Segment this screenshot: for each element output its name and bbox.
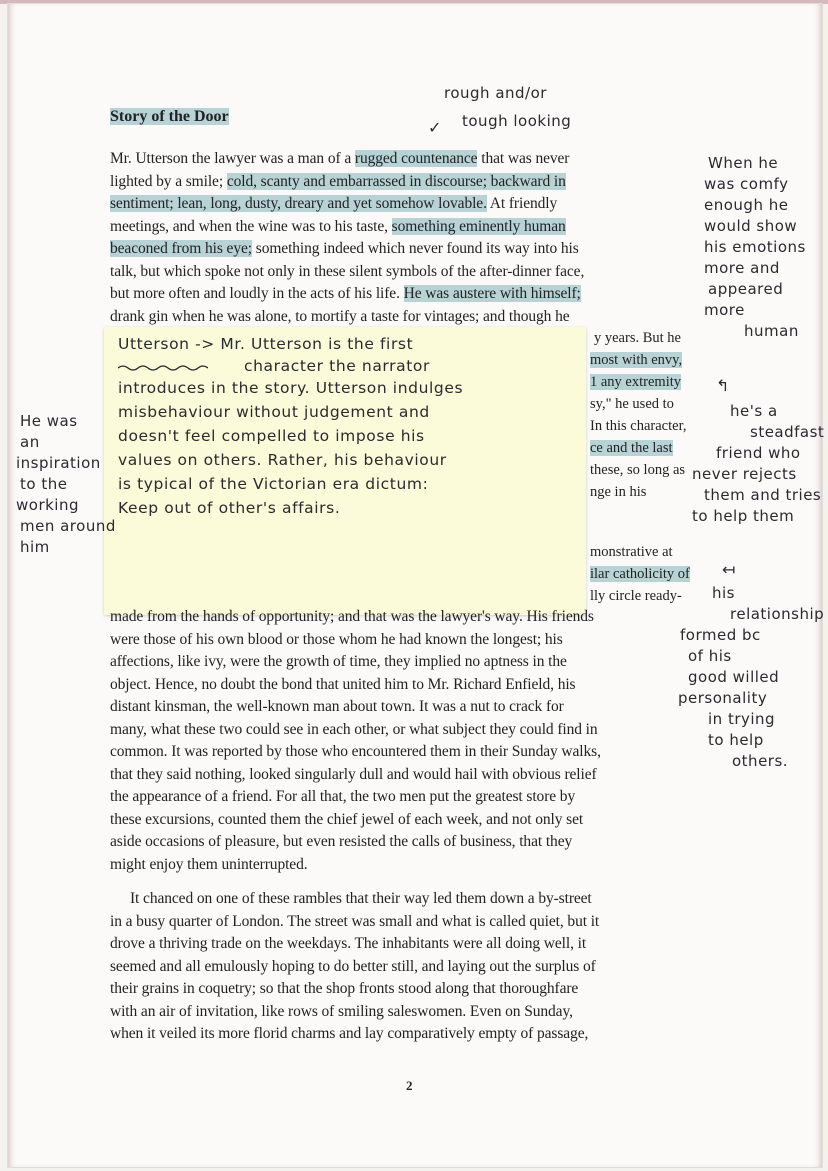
text-run: lighted by a smile; (110, 172, 227, 190)
text-fragment: In this character, (590, 418, 687, 434)
text-line: that they said nothing, looked singularly dull and would hail with obvious relief (110, 765, 597, 783)
text-line: object. Hence, no doubt the bond that united him to Mr. Richard Enfield, his (110, 675, 576, 693)
handwritten-annotation: him (20, 538, 50, 556)
text-line (110, 308, 570, 326)
handwritten-annotation: to the (20, 475, 68, 493)
handwritten-annotation: his emotions (704, 238, 806, 256)
highlighted-text: sentiment; lean, long, dusty, dreary and yet somehow lovable. (110, 195, 487, 212)
note-line: Keep out of other's affairs. (118, 499, 341, 517)
annotation-top-line: tough looking (462, 112, 572, 130)
note-line: introduces in the story. Utterson indulges (118, 379, 464, 397)
handwritten-annotation: in trying (708, 710, 776, 728)
handwritten-annotation: formed bc (680, 626, 761, 644)
handwritten-annotation: personality (678, 689, 768, 707)
handwritten-annotation: steadfast (750, 423, 825, 441)
text-line: many, what these two could see in each other, or what subject they could find in (110, 720, 598, 738)
text-run: At friendly (486, 195, 558, 212)
text-fragment: ilar catholicity of (590, 566, 690, 582)
text-fragment: 1 any extremity (590, 374, 682, 390)
text-line: were those of his own blood or those whom he had known the longest; his (110, 630, 563, 648)
text-run: talk, but which spoke not only in these silent symbols of the after-dinner face, (110, 262, 585, 280)
handwritten-annotation: an (20, 433, 40, 451)
handwritten-annotation: working (16, 496, 79, 514)
text-line: when it veiled its more florid charms and lay comparatively empty of passage, (110, 1025, 589, 1042)
text-fragment: lly circle ready- (590, 588, 682, 604)
handwritten-annotation: his (712, 584, 735, 602)
note-line: doesn't feel compelled to impose his (118, 427, 425, 445)
text-run: that was never (477, 150, 570, 167)
text-line (110, 240, 579, 258)
highlighted-text: cold, scanty and embarrassed in discourse; backward in (226, 172, 566, 190)
text-line (110, 285, 581, 303)
handwritten-annotation: He was (20, 412, 78, 430)
handwritten-annotation: of his (688, 647, 732, 665)
handwritten-annotation: would show (704, 217, 798, 235)
left-arrow-icon: ↤ (722, 560, 736, 579)
section-heading: Story of the Door (110, 108, 229, 125)
highlighted-text: rugged countenance (354, 150, 478, 167)
text-fragment: sy," he used to (590, 396, 674, 412)
text-run: Mr. Utterson the lawyer was a man of a (110, 150, 355, 167)
text-fragment: y years. But he (594, 330, 681, 346)
text-line: their grains in coquetry; so that the shop fronts stood along that thoroughfare (110, 980, 579, 997)
check-arrow-icon: ✓ (428, 118, 442, 137)
handwritten-annotation: friend who (716, 444, 801, 462)
text-run: drank gin when he was alone, to mortify a taste for vintages; and though he (110, 307, 570, 325)
text-line: these excursions, counted them the chief jewel of each week, and not only set (110, 810, 584, 828)
handwritten-annotation: relationship (730, 605, 825, 623)
annotation-top-line: rough and/or (444, 84, 547, 102)
text-line (110, 173, 566, 191)
handwritten-annotation: more and (704, 259, 780, 277)
text-fragment: nge in his (590, 484, 647, 500)
handwritten-annotation: to help (708, 731, 764, 749)
text-line: It chanced on one of these rambles that their way led them down a by-street (130, 890, 592, 907)
text-fragment: most with envy, (590, 352, 683, 368)
handwritten-annotation: human (744, 322, 799, 340)
text-run: something indeed which never found its way into his (251, 240, 579, 257)
text-line: drove a thriving trade on the weekdays. The inhabitants were all doing well, it (110, 935, 587, 952)
handwritten-annotation: When he (708, 154, 779, 172)
underline-squiggle (118, 364, 208, 372)
text-fragment: monstrative at (590, 544, 673, 560)
note-line: misbehaviour without judgement and (118, 403, 430, 421)
text-line: might enjoy them uninterrupted. (110, 855, 308, 873)
note-line: character the narrator (244, 357, 430, 375)
text-line: seemed and all emulously hoping to do better still, and laying out the surplus of (110, 957, 596, 975)
handwritten-annotation: them and tries (704, 486, 822, 504)
text-run: meetings, and when the wine was to his taste, (110, 217, 392, 235)
handwritten-annotation: never rejects (692, 465, 797, 483)
handwritten-annotation: inspiration (16, 454, 101, 472)
handwritten-annotation: to help them (692, 507, 795, 525)
highlighted-text: something eminently human (391, 217, 566, 235)
handwritten-annotation: men around (20, 517, 116, 535)
curved-arrow-icon: ↰ (716, 376, 730, 395)
text-line (110, 263, 584, 281)
text-fragment: these, so long as (590, 462, 686, 478)
text-line: aside occasions of pleasure, but even resisted the calls of business, that they (110, 833, 573, 850)
handwritten-annotation: enough he (704, 196, 789, 214)
handwritten-annotation: he's a (730, 402, 778, 420)
text-run: but more often and loudly in the acts of his life. (110, 285, 404, 302)
text-line: made from the hands of opportunity; and that was the lawyer's way. His friends (110, 608, 594, 625)
text-line (110, 150, 569, 168)
text-line: distant kinsman, the well-known man about town. It was a nut to crack for (110, 698, 564, 715)
text-line: with an air of invitation, like rows of smiling saleswomen. Even on Sunday, (110, 1002, 573, 1020)
page-number: 2 (406, 1078, 413, 1093)
text-line: common. It was reported by those who encountered them in their Sunday walks, (110, 743, 601, 760)
handwritten-annotation: appeared (708, 280, 784, 298)
text-line: affections, like ivy, were the growth of time, they implied no aptness in the (110, 653, 567, 670)
handwritten-annotation: more (704, 301, 745, 319)
handwritten-annotation: was comfy (704, 175, 789, 193)
handwritten-annotation: good willed (688, 668, 780, 686)
handwritten-annotation: others. (732, 752, 789, 770)
note-line: Utterson -> Mr. Utterson is the first (118, 335, 414, 353)
highlighted-text: beaconed from his eye; (110, 240, 252, 257)
text-line (110, 218, 566, 236)
text-line: in a busy quarter of London. The street was small and what is called quiet, but it (110, 912, 600, 930)
highlighted-text: He was austere with himself; (403, 285, 581, 302)
text-fragment: ce and the last (590, 440, 673, 456)
note-line: is typical of the Victorian era dictum: (118, 475, 429, 493)
text-line (110, 195, 557, 213)
text-line: the appearance of a friend. For all that, the two men put the greatest store by (110, 788, 576, 805)
note-line: values on others. Rather, his behaviour (118, 451, 447, 469)
